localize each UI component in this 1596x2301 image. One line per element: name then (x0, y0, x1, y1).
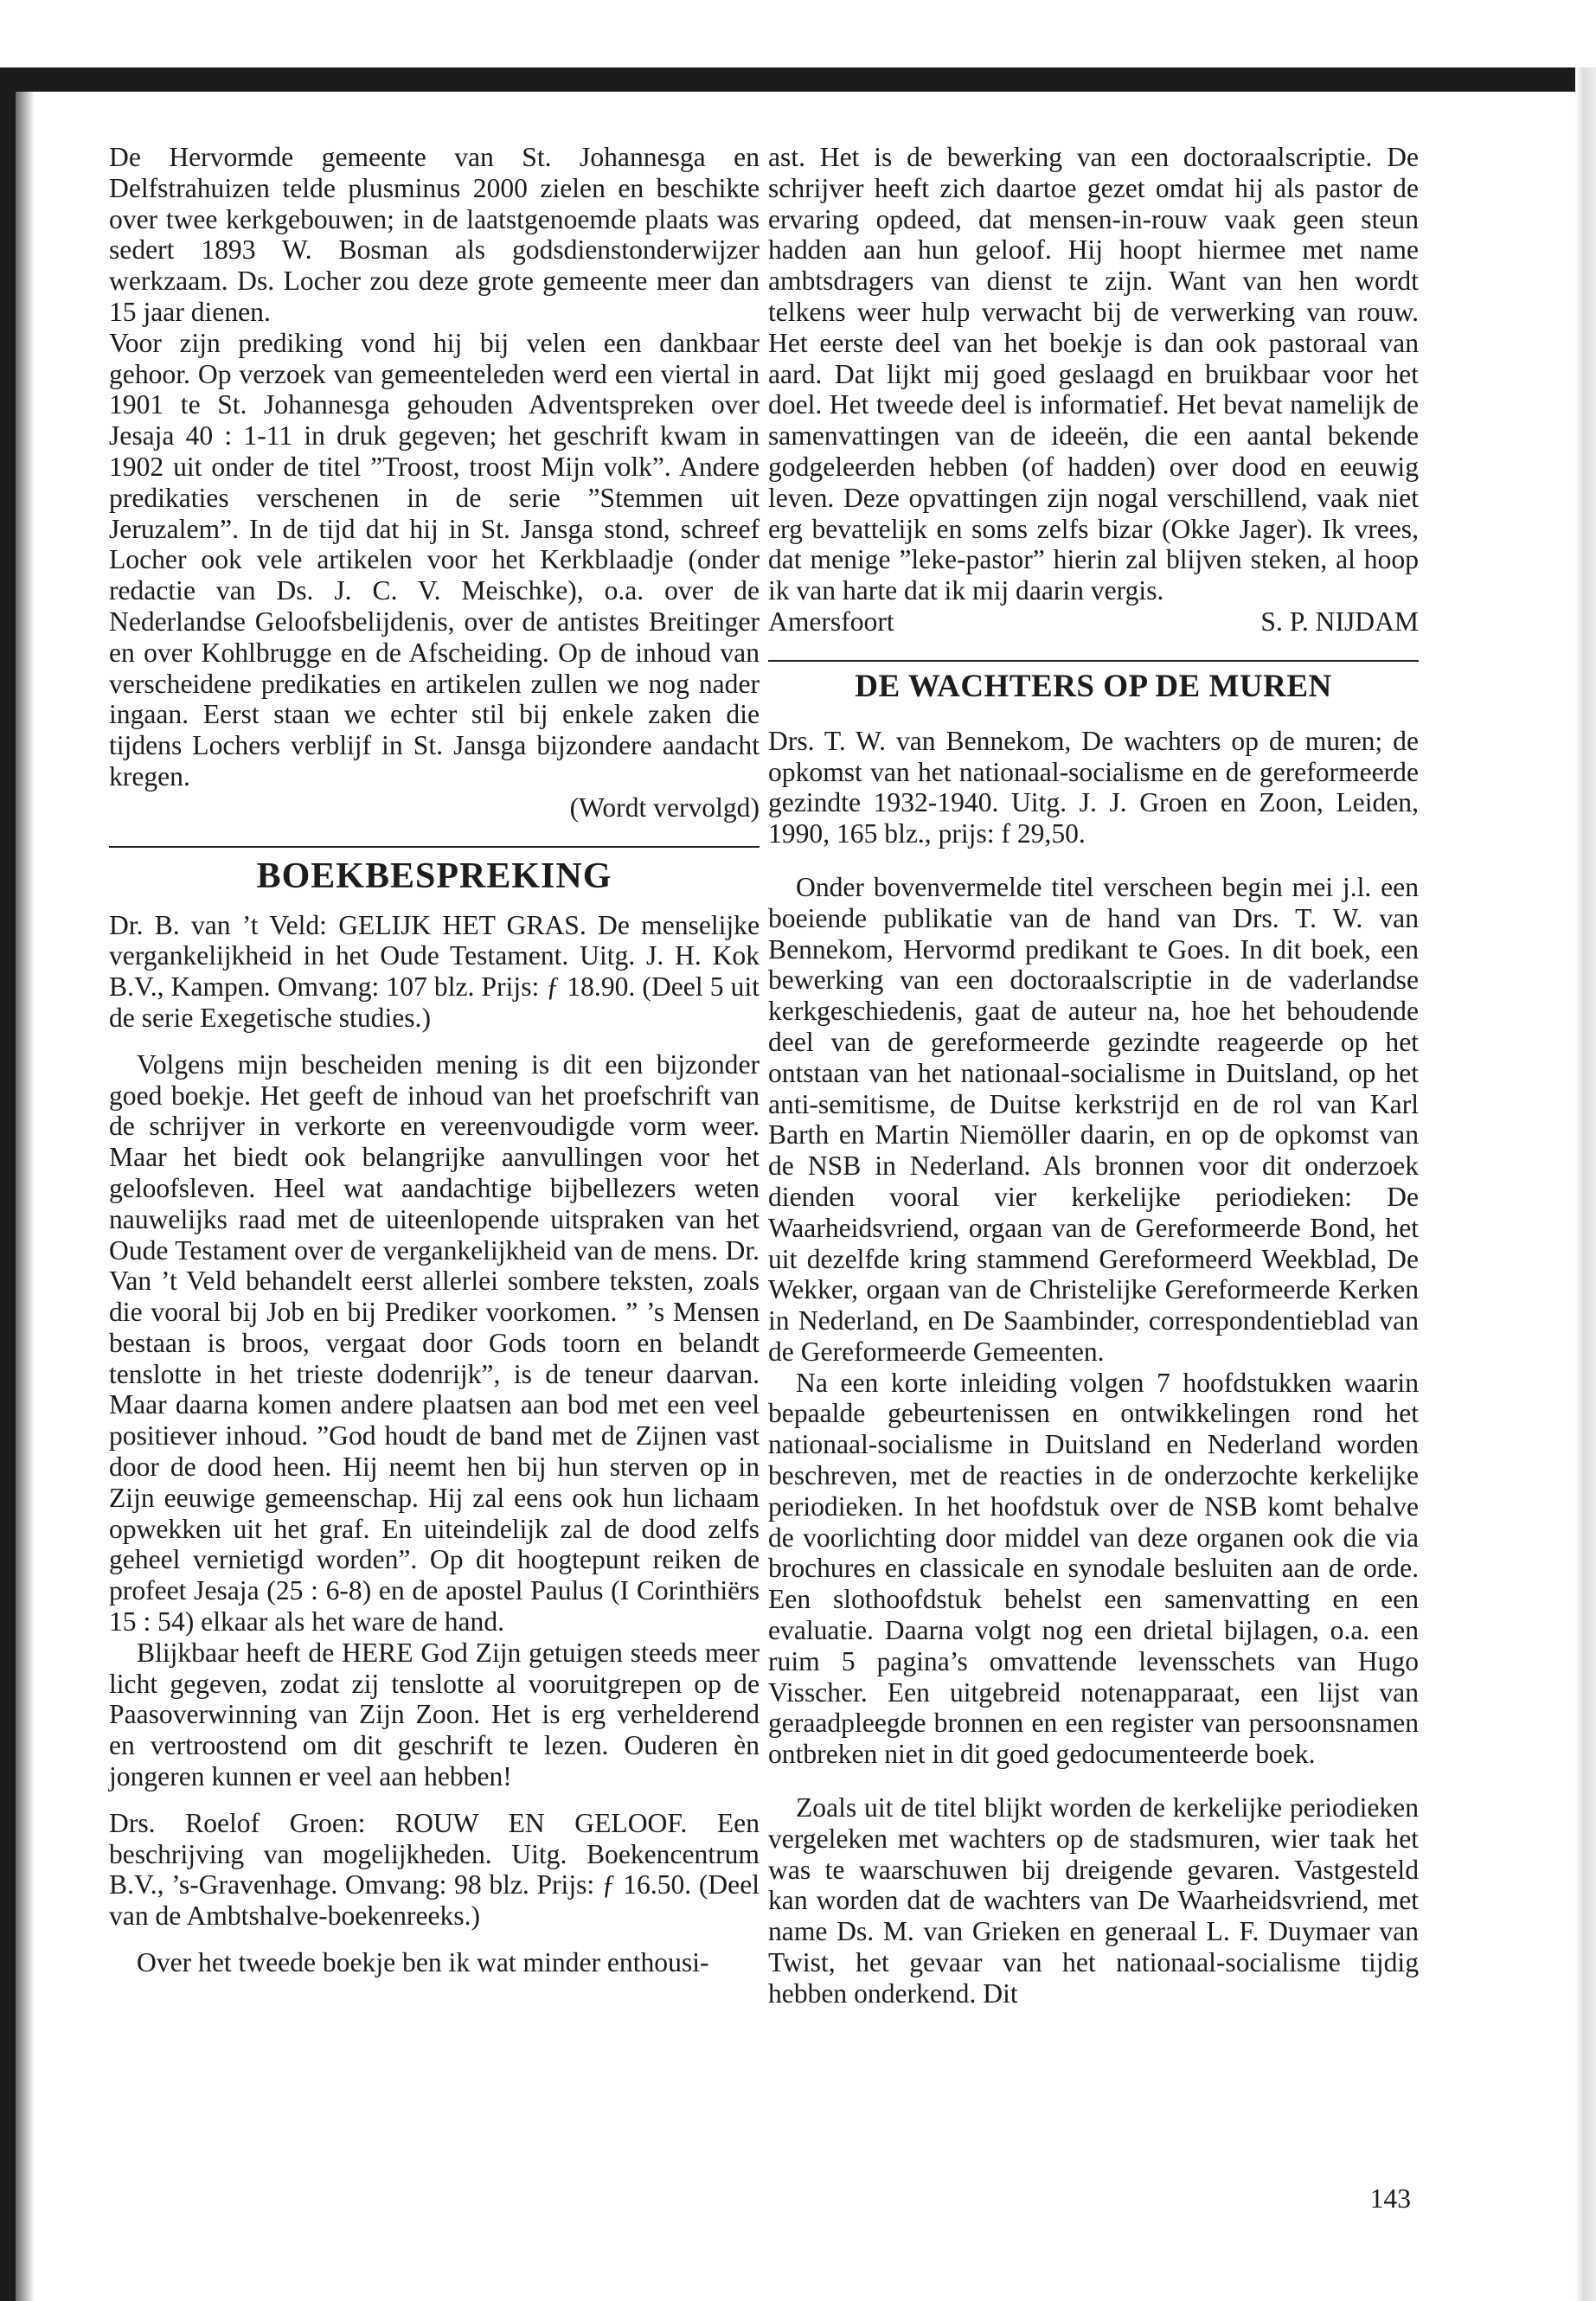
scan-left-shadow (16, 92, 35, 2301)
scan-top-edge (0, 67, 1596, 92)
wachters-paragraph-2: Na een korte inleiding volgen 7 hoofdstukken waarin bepaalde gebeurtenissen en ontwikkelingen rond het nationaal-socialisme in Duitsland en Nederland worden beschreven, met de reacties in de onderzochte kerkelijke periodieken. In het hoofdstuk over de NSB komt behalve de voorlichting door middel van deze organen ook die via brochures en classicale en synodale besluiten aan de orde. Een slothoofdstuk behelst een samenvatting en een evaluatie. Daarna volgt nog een drietal bijlagen, o.a. een ruim 5 pagina’s omvattende levensschets van Hugo Visscher. Een uitgebreid notenapparaat, een lijst van geraadpleegde bronnen en een register van persoonsnamen ontbreken niet in dit goed gedocumenteerde boek. (768, 1367, 1419, 1770)
right-column (768, 142, 1419, 2009)
page-number: 143 (1369, 2183, 1411, 2214)
section-title-boekbespreking: BOEKBESPREKING (256, 856, 612, 896)
review1-body: Volgens mijn bescheiden mening is dit een bijzonder goed boekje. Het geeft de inhoud van het proefschrift van de schrijver in verkorte en vereenvoudigde vorm weer. Maar het biedt ook belangrijke aanvullingen voor het geloofsleven. Heel wat aandachtige bijbellezers weten nauwelijks raad met de uiteenlopende uitspraken van het Oude Testament over de vergankelijkheid van de mens. Dr. Van ’t Veld behandelt eerst allerlei sombere teksten, zoals die vooral bij Job en bij Prediker voorkomen. ” ’s Mensen bestaan is broos, vergaat door Gods toorn en belandt tenslotte in het trieste dodenrijk”, is de teneur daarvan. Maar daarna komen andere plaatsen aan bod met een veel positiever inhoud. ”God houdt de band met de Zijnen vast door de dood heen. Hij neemt hen bij hun sterven op in Zijn eeuwige gemeenschap. Hij zal eens ook hun lichaam opwekken uit het graf. En uiteindelijk zal de dood zelfs geheel vernietigd worden”. Op dit hoogtepunt reiken de profeet Jesaja (25 : 6-8) en de apostel Paulus (I Corinthiërs 15 : 54) elkaar als het ware de hand. (109, 1048, 760, 1638)
section-title-wachters: DE WACHTERS OP DE MUREN (855, 668, 1332, 704)
section-divider (768, 660, 1419, 662)
document-page (35, 92, 1575, 2301)
review2-body-start: Over het tweede boekje ben ik wat minder enthousi- (137, 1947, 709, 1978)
signature-place: Amersfoort (768, 606, 894, 637)
scan-left-edge (0, 67, 16, 2301)
wachters-paragraph-3: Zoals uit de titel blijkt worden de kerkelijke periodieken vergeleken met wachters op de stadsmuren, wier taak het was te waarschuwen bij dreigende gevaren. Vastgesteld kan worden dat de wachters van De Waarheidsvriend, met name Ds. M. van Grieken en generaal L. F. Duymaer van Twist, het gevaar van het nationaal-socialisme tijdig hebben onderkend. Dit (768, 1792, 1419, 2009)
review-signature (768, 606, 1419, 638)
scan-top-margin (0, 0, 1596, 67)
continued-note: (Wordt vervolgd) (569, 792, 760, 823)
book-header: Drs. T. W. van Bennekom, De wachters op de muren; de opkomst van het nationaal-socialisme en de gereformeerde gezindte 1932-1940. Uitg. J. J. Groen en Zoon, Leiden, 1990, 165 blz., prijs: f 29,50. (768, 725, 1419, 849)
signature-name: S. P. NIJDAM (1260, 606, 1419, 637)
intro-paragraph: De Hervormde gemeente van St. Johannesga en Delfstrahuizen telde plusminus 2000 zielen en beschikte over twee kerkgebouwen; in de laatstgenoemde plaats was sedert 1893 W. Bosman als godsdienstonderwijzer werkzaam. Ds. Locher zou deze grote gemeente meer dan 15 jaar dienen. (109, 142, 760, 327)
left-column (109, 142, 760, 1978)
review2-header: Drs. Roelof Groen: ROUW EN GELOOF. Een beschrijving van mogelijkheden. Uitg. Boekencentrum B.V., ’s-Gravenhage. Omvang: 98 blz. Prijs: ƒ 16.50. (Deel van de Ambtshalve-boekenreeks.) (109, 1807, 760, 1932)
scan-right-edge (1575, 67, 1596, 2301)
section-divider (109, 846, 760, 848)
review2-continuation: ast. Het is de bewerking van een doctoraalscriptie. De schrijver heeft zich daartoe gezet omdat hij als pastor de ervaring opdeed, dat mensen-in-rouw vaak geen steun hadden aan hun geloof. Hij hoopt hiermee met name ambtsdragers van dienst te zijn. Want van hen wordt telkens weer hulp verwacht bij de verwerking van rouw. Het eerste deel van het boekje is dan ook pastoraal van aard. Dat lijkt mij goed geslaagd en bruikbaar voor het doel. Het tweede deel is informatief. Het bevat namelijk de samenvattingen van de ideeën, die een aantal bekende godgeleerden hebben (of hadden) over dood en eeuwig leven. Deze opvattingen zijn nogal verschillend, vaak niet erg bevattelijk en soms zelfs bizar (Okke Jager). Ik vrees, dat menige ”leke-pastor” hierin zal blijven steken, al hoop ik van harte dat ik mij daarin vergis. (768, 142, 1419, 606)
wachters-paragraph-1: Onder bovenvermelde titel verscheen begin mei j.l. een boeiende publikatie van de hand van Drs. T. W. van Bennekom, Hervormd predikant te Goes. In dit boek, een bewerking van een doctoraalscriptie in de vaderlandse kerkgeschiedenis, gaat de auteur na, hoe het behoudende deel van de gereformeerde gezindte reageerde op het ontstaan van het nationaal-socialisme in Duitsland, op het anti-semitisme, de Duitse kerkstrijd en de rol van Karl Barth en Martin Niemöller daarin, en op de opkomst van de NSB in Nederland. Als bronnen voor dit onderzoek dienden vooral vier kerkelijke periodieken: De Waarheidsvriend, orgaan van de Gereformeerde Bond, het uit dezelfde kring stammend Gereformeerd Weekblad, De Wekker, orgaan van de Christelijke Gereformeerde Kerken in Nederland, en De Saambinder, correspondentieblad van de Gereformeerde Gemeenten. (768, 871, 1419, 1367)
second-paragraph: Voor zijn prediking vond hij bij velen een dankbaar gehoor. Op verzoek van gemeenteleden werd een viertal in 1901 te St. Johannesga gehouden Adventspreken over Jesaja 40 : 1-11 in druk gegeven; het geschrift kwam in 1902 uit onder de titel ”Troost, troost Mijn volk”. Andere predikaties verschenen in de serie ”Stemmen uit Jeruzalem”. In de tijd dat hij in St. Jansga stond, schreef Locher ook vele artikelen voor het Kerkblaadje (onder redactie van Ds. J. C. V. Meischke), o.a. over de Nederlandse Geloofsbelijdenis, over de antistes Breitinger en over Kohlbrugge en de Afscheiding. Op de inhoud van verscheidene predikaties en artikelen zullen we nog nader ingaan. Eerst staan we echter stil bij enkele zaken die tijdens Lochers verblijf in St. Jansga bijzondere aandacht kregen. (109, 327, 760, 792)
review1-closing: Blijkbaar heeft de HERE God Zijn getuigen steeds meer licht gegeven, zodat zij tenslotte al vooruitgrepen op de Paasoverwinning van Zijn Zoon. Het is erg verhelderend en vertroostend om dit geschrift te lezen. Ouderen èn jongeren kunnen er veel aan hebben! (109, 1637, 760, 1792)
review1-header: Dr. B. van ’t Veld: GELIJK HET GRAS. De menselijke vergankelijkheid in het Oude Testament. Uitg. J. H. Kok B.V., Kampen. Omvang: 107 blz. Prijs: ƒ 18.90. (Deel 5 uit de serie Exegetische studies.) (109, 909, 760, 1033)
